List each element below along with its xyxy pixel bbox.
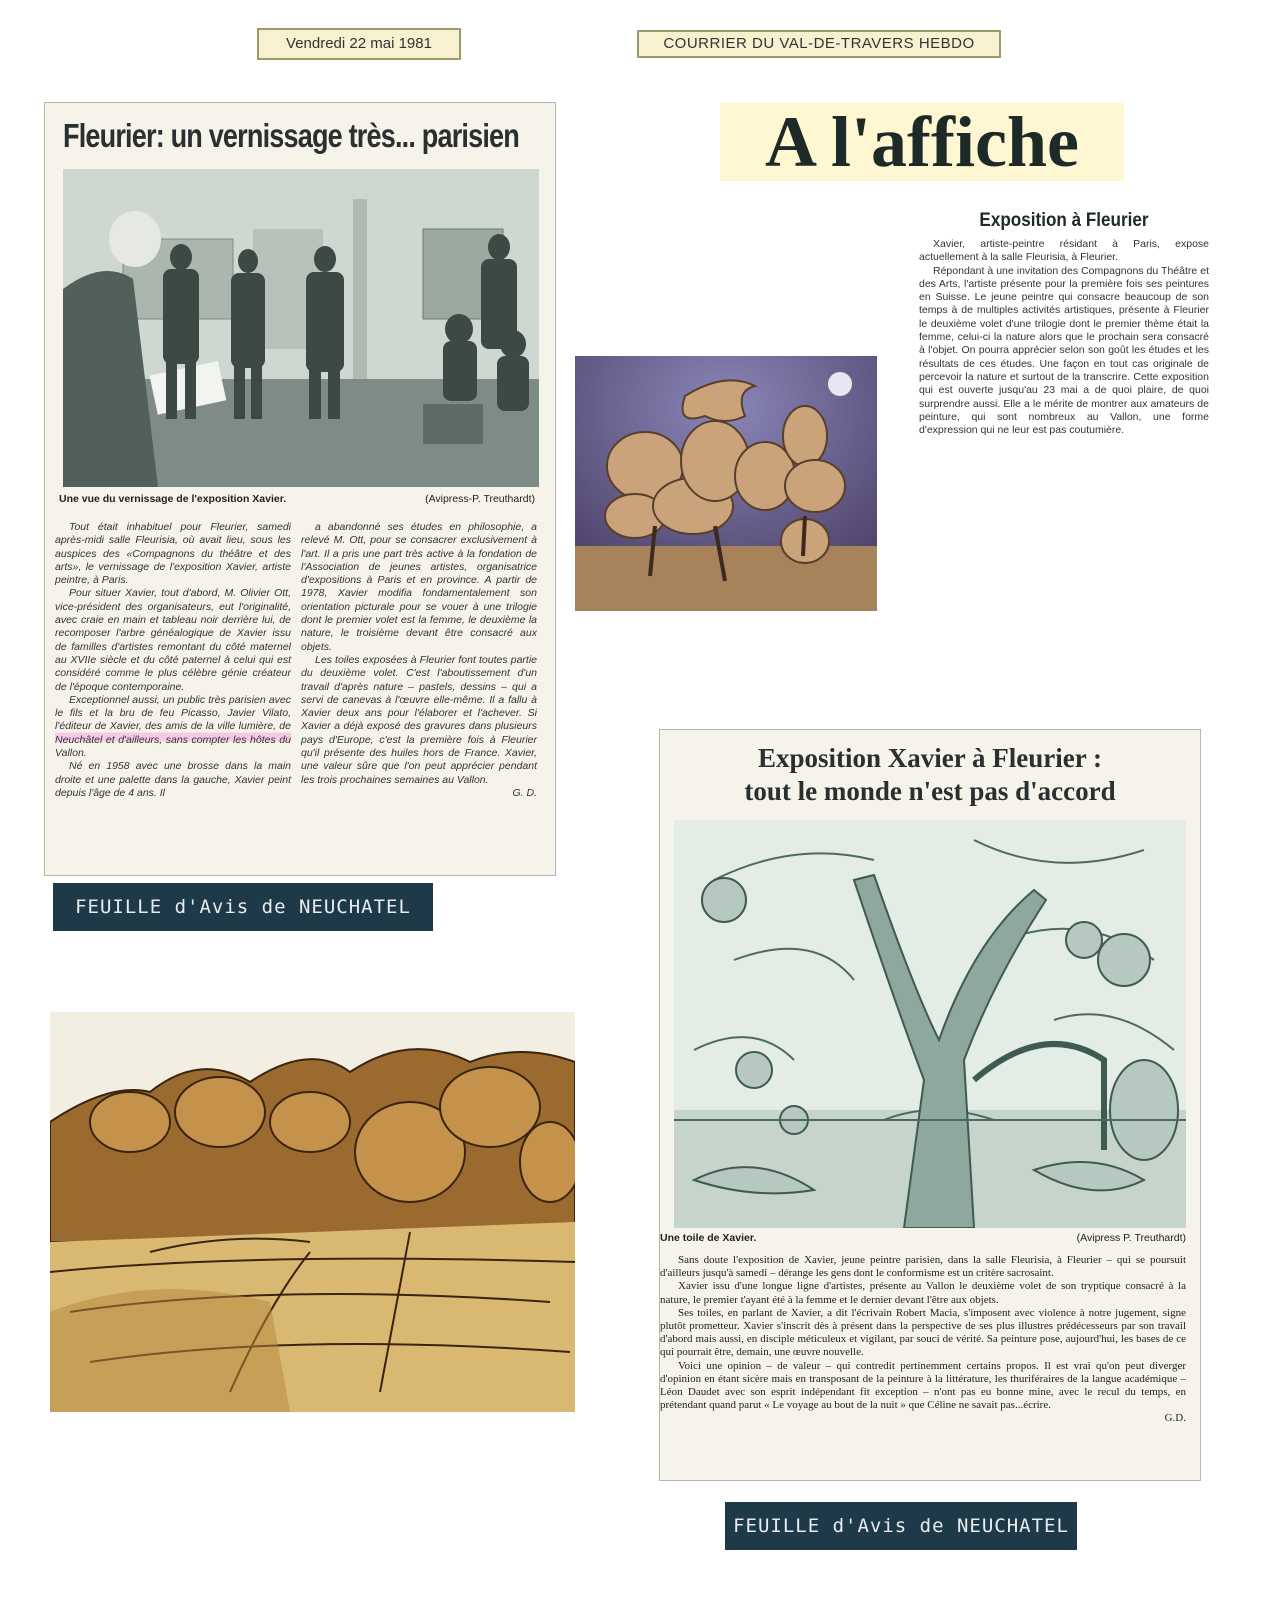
affiche-body xyxy=(919,238,1209,437)
painting-tree-caption: Une toile de Xavier. xyxy=(660,1232,757,1244)
vernissage-column-2 xyxy=(301,521,537,800)
headline-line-2: tout le monde n'est pas d'accord xyxy=(744,776,1116,806)
paragraph: Ses toiles, en parlant de Xavier, a dit l'écrivain Robert Macia, s'imposent avec violence à notre jugement, signe plutôt prometteur. Xavier s'inscrit dès à présent dans la perspective de ses plus illustres prédécesseurs par son travail d'abord mais aussi, en disciple méticuleux et vigilant, par souci de vérité. Sa peinture pose, aujourd'hui, les bases de ce qui pourrait être, demain, une œuvre nouvelle. xyxy=(660,1306,1186,1359)
paragraph: Répondant à une invitation des Compagnons du Théâtre et des Arts, l'artiste présente pour la première fois ses peintures en Suisse. Le jeune peintre qui consacre beaucoup de son temps à de multiples activités artistiques, présente à Fleurier le deuxième volet d'une trilogie dont le premier thème était la femme, celui-ci la nature alors que le prochain sera consacré à l'objet. On pourra apprécier selon son goût les études et les résultats de ces études. Une façon en tout cas originale de percevoir la nature et surtout de la transcrire. Cette exposition qui est ouverte jusqu'au 23 mai a de quoi plaire, de quoi surprendre aussi. Elle a le mérite de montrer aux amateurs de peinture, qui sont nombreux au Vallon, une forme d'expression qui ne leur est pas coutumière. xyxy=(919,264,1209,437)
pas-d-accord-body xyxy=(660,1254,1186,1426)
vernissage-column-1 xyxy=(55,521,291,800)
pas-d-accord-headline xyxy=(660,742,1200,808)
masthead-clipping: COURRIER DU VAL-DE-TRAVERS HEBDO xyxy=(637,30,1001,58)
painting-tree-forms xyxy=(575,356,877,611)
article-vernissage xyxy=(45,103,555,875)
article-affiche xyxy=(919,210,1209,550)
paragraph: Xavier issu d'une longue ligne d'artistes, présente au Vallon le deuxième volet de son tryptique consacré à la nature, le premier t'ayant été à la femme et le dernier devant l'être aux objets. xyxy=(660,1280,1186,1306)
vernissage-photo xyxy=(63,169,539,487)
paragraph: Xavier, artiste-peintre résidant à Paris, expose actuellement à la salle Fleurisia, à Fleurier. xyxy=(919,238,1209,264)
affiche-subtitle: Exposition à Fleurier xyxy=(979,210,1149,231)
source-label-feuille-avis: FEUILLE d'Avis de NEUCHATEL xyxy=(53,883,433,931)
vernissage-photo-credit: (Avipress-P. Treuthardt) xyxy=(425,493,535,505)
painting-tree-credit: (Avipress P. Treuthardt) xyxy=(1076,1232,1186,1244)
pas-d-accord-signature: G.D. xyxy=(1164,1412,1186,1425)
paragraph: Voici une opinion – de valeur – qui contredit pertinemment certains propos. Il est vrai qu'on peut diverger d'opinion en étant sicère mais en transposant de la peinture à la littérature, les thuriféraires de la langue académique – Léon Daudet avec son esprit indépendant fit exception – n'ont pas eu bonne mine, avec le recul du temps, en prétendant quand parut « Le voyage au bout de la nuit » que Céline ne savait pas...écrire. xyxy=(660,1359,1186,1412)
paragraph: Né en 1958 avec une brosse dans la main droite et une palette dans la gauche, Xavier peint depuis l'âge de 4 ans. Il xyxy=(55,760,291,799)
painting-tree-photo xyxy=(674,820,1186,1228)
paragraph: Exceptionnel aussi, un public très parisien avec le fils et la bru de feu Picasso, Javier Vilato, l'éditeur de Xavier, des amis de la ville lumière, de Neuchâtel et d'ailleurs, sans compter les hôtes du Vallon. xyxy=(55,693,291,760)
article-vernissage-headline: Fleurier: un vernissage très... parisien xyxy=(63,117,519,154)
source-label-feuille-avis-2: FEUILLE d'Avis de NEUCHATEL xyxy=(725,1502,1077,1550)
paragraph: Les toiles exposées à Fleurier font toutes partie du deuxième volet. C'est l'aboutissement d'un travail d'après nature – pastels, dessins – qui a servi de canevas à l'œuvre elle-même. Il a fallu à Xavier deux ans pour l'élaborer et l'achever. Si Xavier a déjà exposé des gravures dans plusieurs pays d'Europe, c'est la première fois à Fleurier qu'il présente des huiles hors de France. Xavier, une valeur sûre que l'on peut apprécier pendant les trois prochaines semaines au Vallon. xyxy=(301,653,537,786)
paragraph: Tout était inhabituel pour Fleurier, samedi après-midi salle Fleurisia, où avait lieu, sous les auspices des «Compagnons du théâtre et des arts», le vernissage de l'exposition Xavier, artiste peintre, à Paris. xyxy=(55,521,291,587)
date-clipping: Vendredi 22 mai 1981 xyxy=(257,28,461,60)
paragraph: Sans doute l'exposition de Xavier, jeune peintre parisien, dans la salle Fleurisia, à Fleurier – qui se poursuit d'ailleurs jusqu'à samedi – dérange les gens dont le conformisme est un critère sacrosaint. xyxy=(660,1254,1186,1280)
headline-line-1: Exposition Xavier à Fleurier : xyxy=(758,743,1102,773)
affiche-title: A l'affiche xyxy=(720,103,1124,181)
paragraph: a abandonné ses études en philosophie, a relevé M. Ott, pour se consacrer exclusivement à l'art. Il a pris une part très active à la fondation de l'Association de jeunes artistes, organisatrice d'expositions à Paris et en province. A partir de 1978, Xavier modifia fondamentalement son orientation picturale pour se vouer à une trilogie dont le premier volet est la femme, le deuxième la nature, le troisième devant être consacré aux objets. xyxy=(301,521,537,653)
article-pas-d-accord xyxy=(660,730,1200,1480)
paragraph: Pour situer Xavier, tout d'abord, M. Olivier Ott, vice-président des organisateurs, eut l'originalité, avec craie en main et tableau noir derrière lui, de recomposer l'arbre généalogique de Xavier issu de familles d'artistes remontant du côté maternel au XVIIe siècle et du côté paternel à celui qui est considéré comme le plus célèbre génie créateur de l'époque contemporaine. xyxy=(55,587,291,693)
vernissage-signature: G. D. xyxy=(512,786,537,799)
vernissage-photo-caption: Une vue du vernissage de l'exposition Xavier. xyxy=(59,493,287,505)
painting-landscape xyxy=(50,1012,575,1412)
